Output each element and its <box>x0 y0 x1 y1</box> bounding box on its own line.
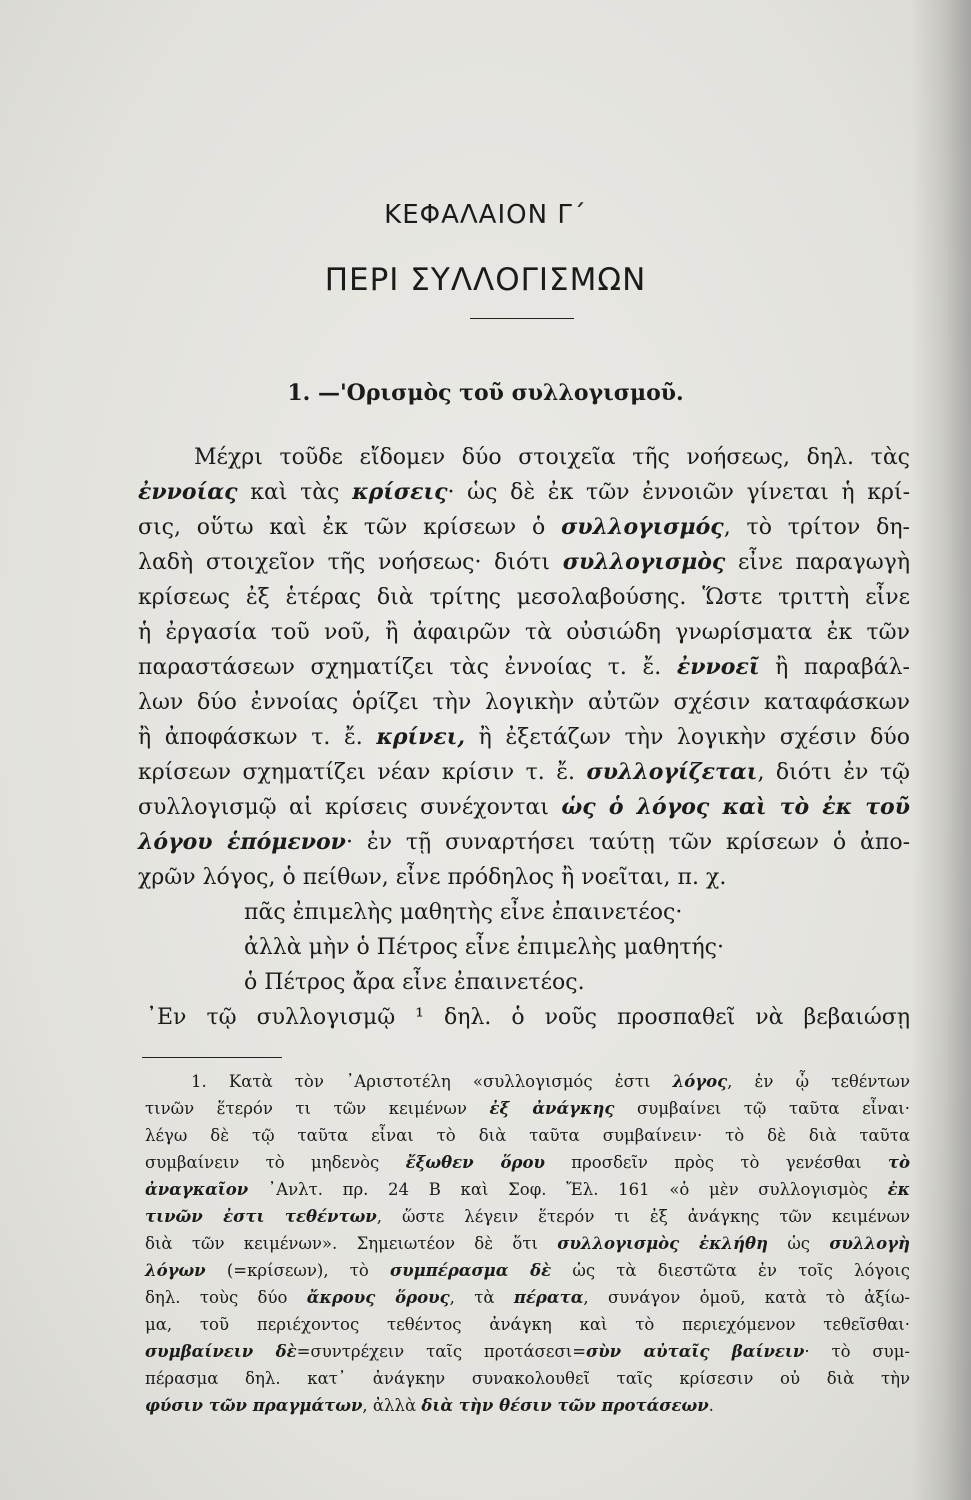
emphasis-term: κρίσεις <box>352 479 448 505</box>
footnote-line <box>145 1311 910 1338</box>
emphasis-term: συμπέρασμα δὲ <box>390 1261 552 1280</box>
emphasis-term: φύσιν τῶν πραγμάτων <box>145 1396 363 1415</box>
body-line <box>138 475 910 510</box>
footnote-line <box>145 1176 910 1203</box>
text-run: · ὡς δὲ ἐκ τῶν ἐννοιῶν γίνεται ἡ κρί- <box>447 480 911 505</box>
emphasis-term: ἐκ <box>887 1180 910 1199</box>
text-run: λέγω δὲ τῷ ταῦτα εἶναι τὸ διὰ ταῦτα συμβαίνειν· τὸ δὲ διὰ ταῦτα <box>145 1126 910 1145</box>
emphasis-term: συλλογὴ <box>829 1234 911 1253</box>
text-run: ἡ ἐργασία τοῦ νοῦ, ἢ ἀφαιρῶν τὰ οὐσιώδη γνωρίσματα ἐκ τῶν <box>138 620 910 645</box>
emphasis-term: συλλογισμὸς ἐκλήθη <box>557 1234 768 1253</box>
body-line <box>138 545 910 580</box>
text-run: προσδεῖν πρὸς τὸ γενέσθαι <box>544 1153 888 1172</box>
emphasis-term: ἔξωθεν ὅρου <box>405 1153 545 1172</box>
emphasis-term: τὸ <box>887 1153 911 1172</box>
text-run: ᾿Ανλτ. πρ. 24 Β καὶ Σοφ. Ἔλ. 161 «ὁ μὲν συλλογισμὸς <box>248 1180 888 1199</box>
emphasis-term: ἀναγκαῖον <box>145 1180 249 1199</box>
text-run: . <box>708 1396 714 1415</box>
emphasis-term: συλλογισμός <box>561 514 724 540</box>
emphasis-term: ἐξ ἀνάγκης <box>489 1099 615 1118</box>
emphasis-term: ἐννοίας <box>138 479 238 505</box>
text-run: πᾶς ἐπιμελὴς μαθητὴς εἶνε ἐπαινετέος· <box>244 900 683 925</box>
body-line <box>138 580 910 615</box>
body-line <box>138 510 910 545</box>
text-run: , ἀλλὰ <box>362 1396 422 1415</box>
text-run: ἀλλὰ μὴν ὁ Πέτρος εἶνε ἐπιμελὴς μαθητής· <box>244 935 724 960</box>
footnote-line <box>145 1365 910 1392</box>
footnote-line <box>145 1149 910 1176</box>
text-run: εἶνε παραγωγὴ <box>725 550 910 575</box>
text-run: 1. Κατὰ τὸν ᾿Αριστοτέλη «συλλογισμός ἐστι <box>191 1072 673 1091</box>
body-line <box>138 1000 910 1035</box>
text-run: πέρασμα δηλ. κατ᾿ ἀνάγκην συνακολουθεῖ ταῖς κρίσεσιν οὐ διὰ τὴν <box>145 1369 910 1388</box>
emphasis-term: λόγων <box>145 1261 206 1280</box>
title-divider <box>470 318 574 319</box>
emphasis-term: ἄκρους ὅρους <box>306 1288 450 1307</box>
text-run: Μέχρι τοῦδε εἴδομεν δύο στοιχεῖα τῆς νοήσεως, δηλ. τὰς <box>194 445 910 470</box>
body-line <box>138 755 910 790</box>
text-run: διὰ τῶν κειμένων». Σημειωτέον δὲ ὅτι <box>145 1234 558 1253</box>
text-run: ἢ ἀποφάσκων τ. ἔ. <box>138 725 377 750</box>
emphasis-term: σὺν αὐταῖς βαίνειν <box>586 1342 805 1361</box>
emphasis-term: συμβαίνειν δὲ <box>145 1342 297 1361</box>
text-run: , διότι ἐν τῷ <box>757 760 910 785</box>
emphasis-term: πέρατα <box>513 1288 584 1307</box>
emphasis-term: τινῶν ἐστι τεθέντων <box>145 1207 377 1226</box>
body-line <box>138 720 910 755</box>
footnote-divider <box>142 1057 282 1058</box>
footnote-line <box>145 1068 910 1095</box>
text-run: χρῶν λόγος, ὁ πείθων, εἶνε πρόδηλος ἢ νοεῖται, π. χ. <box>138 865 727 890</box>
text-run: , ὥστε λέγειν ἕτερόν τι ἐξ ἀνάγκης τῶν κειμένων <box>376 1207 911 1226</box>
text-run: ἢ παραβάλ- <box>759 655 910 680</box>
text-run: συλλογισμῷ αἱ κρίσεις συνέχονται <box>138 795 562 820</box>
example-line <box>138 965 910 1000</box>
footnote-line <box>145 1203 910 1230</box>
text-run: ὡς τὰ διεστῶτα ἐν τοῖς λόγοις <box>551 1261 910 1280</box>
footnote-line <box>145 1338 910 1365</box>
footnote-line <box>145 1257 910 1284</box>
text-run: μα, τοῦ περιέχοντος τεθέντος ἀνάγκη καὶ τὸ περιεχόμενον τεθεῖσθαι· <box>145 1315 910 1334</box>
example-line <box>138 930 910 965</box>
text-run: δηλ. τοὺς δύο <box>145 1288 307 1307</box>
body-line <box>138 615 910 650</box>
emphasis-term: διὰ τὴν θέσιν τῶν προτάσεων <box>421 1396 709 1415</box>
chapter-heading: ΚΕΦΑΛΑΙΟΝ Γ΄ <box>384 200 587 230</box>
text-run: παραστάσεων σχηματίζει τὰς ἐννοίας τ. ἔ. <box>138 655 677 680</box>
footnote-line <box>145 1095 910 1122</box>
body-line <box>138 860 910 895</box>
footnote-line <box>145 1284 910 1311</box>
emphasis-term: λόγου ἑπόμενον <box>138 829 346 855</box>
body-line <box>138 825 910 860</box>
text-run: τινῶν ἕτερόν τι τῶν κειμένων <box>145 1099 490 1118</box>
text-run: κρίσεων σχηματίζει νέαν κρίσιν τ. ἔ. <box>138 760 587 785</box>
text-run: καὶ τὰς <box>237 480 353 505</box>
body-text <box>138 440 910 1035</box>
example-line <box>138 895 910 930</box>
text-run: · τὸ συμ- <box>804 1342 911 1361</box>
emphasis-term: κρίνει, <box>376 724 466 750</box>
text-run: · ἐν τῇ συναρτήσει ταύτῃ τῶν κρίσεων ὁ ἀπο- <box>345 830 910 855</box>
body-line <box>138 685 910 720</box>
text-run: σις, οὕτω καὶ ἐκ τῶν κρίσεων ὁ <box>138 515 562 540</box>
text-run: , τὰ <box>449 1288 514 1307</box>
text-run: συμβαίνει τῷ ταῦτα εἶναι· <box>614 1099 910 1118</box>
text-run: , ἐν ᾧ τεθέντων <box>727 1072 911 1091</box>
emphasis-term: λόγος <box>672 1072 728 1091</box>
text-run: =συντρέχειν ταῖς προτάσεσι= <box>296 1342 587 1361</box>
text-run: (=κρίσεων), τὸ <box>205 1261 391 1280</box>
footnote-line <box>145 1122 910 1149</box>
text-run: λαδὴ στοιχεῖον τῆς νοήσεως· διότι <box>138 550 563 575</box>
footnote-line <box>145 1230 910 1257</box>
emphasis-term: ἐννοεῖ <box>676 654 760 680</box>
body-line <box>138 650 910 685</box>
text-run: ἢ ἐξετάζων τὴν λογικὴν σχέσιν δύο <box>465 725 910 750</box>
emphasis-term: συλλογίζεται <box>586 759 758 785</box>
chapter-title: ΠΕΡΙ ΣΥΛΛΟΓΙΣΜΩΝ <box>324 262 647 298</box>
text-run: , τὸ τρίτον δη- <box>723 515 910 540</box>
body-line <box>138 440 910 475</box>
text-run: ὁ Πέτρος ἄρα εἶνε ἐπαινετέος. <box>244 970 585 995</box>
section-heading: 1. —'Ορισμὸς τοῦ συλλογισμοῦ. <box>287 380 684 406</box>
text-run: κρίσεως ἐξ ἑτέρας διὰ τρίτης μεσολαβούσης. Ὥστε τριττὴ εἶνε <box>138 585 910 610</box>
text-run: , συνάγον ὁμοῦ, κατὰ τὸ ἀξίω- <box>583 1288 910 1307</box>
footnote-line <box>145 1392 910 1419</box>
text-run: ᾿Εν τῷ συλλογισμῷ ¹ δηλ. ὁ νοῦς προσπαθεῖ νὰ βεβαιώσῃ <box>146 1005 910 1030</box>
text-run: ὡς <box>768 1234 830 1253</box>
emphasis-term: συλλογισμὸς <box>562 549 726 575</box>
text-run: συμβαίνειν τὸ μηδενὸς <box>145 1153 406 1172</box>
footnotes <box>145 1068 910 1419</box>
emphasis-term: ὡς ὁ λόγος καὶ τὸ ἐκ τοῦ <box>561 794 910 820</box>
body-line <box>138 790 910 825</box>
text-run: λων δύο ἐννοίας ὁρίζει τὴν λογικὴν αὐτῶν σχέσιν καταφάσκων <box>138 690 910 715</box>
